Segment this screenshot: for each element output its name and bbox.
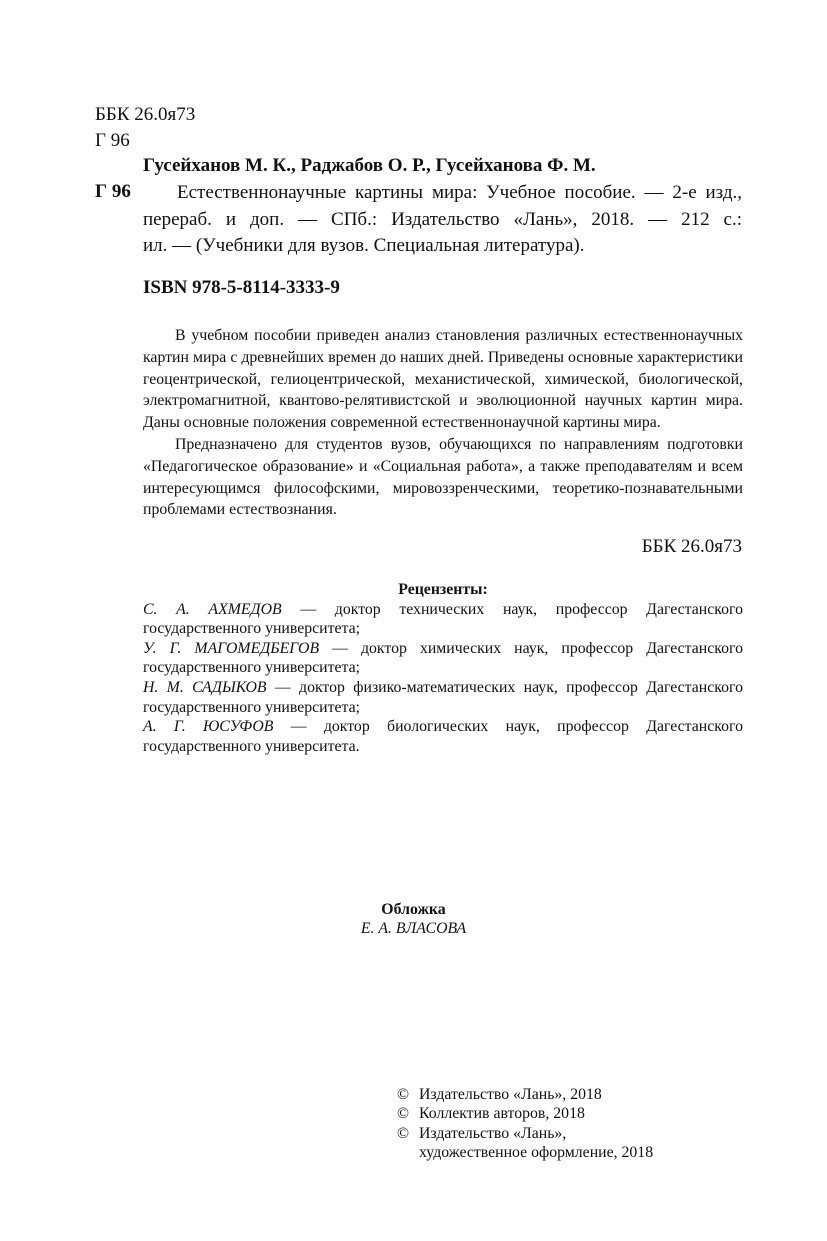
- copyright-icon: ©: [397, 1124, 410, 1142]
- copyright-row: [397, 1124, 653, 1143]
- reviewer-details: — доктор биологических наук, профессор Дагестанского государственного университета.: [143, 718, 743, 755]
- cover-label: Обложка: [381, 901, 446, 918]
- copyright-text: Коллектив авторов, 2018: [419, 1105, 585, 1123]
- cover-designer: Е. А. ВЛАСОВА: [360, 920, 467, 937]
- reviewer-name: У. Г. МАГОМЕДБЕГОВ: [143, 639, 320, 657]
- biblio-line-1: Естественнонаучные картины мира: Учебное пособие. — 2-е изд.,: [177, 182, 742, 203]
- reviewer-item: [143, 639, 743, 678]
- bibliographic-description: [143, 180, 742, 260]
- reviewer-details: — доктор химических наук, профессор Дагестанского государственного университета;: [143, 639, 743, 677]
- author-sign-bold: Г 96: [95, 181, 131, 202]
- copyright-text-continued: художественное оформление, 2018: [419, 1144, 654, 1162]
- reviewer-item: [143, 678, 743, 717]
- cover-credit: [0, 900, 827, 938]
- annotation-paragraph-2: Предназначено для студентов вузов, обучающихся по направлениям подготовки «Педагогическое образование» и «Социальная работа», а также преподавателям и всем интересующимся философскими, мировоззренческими, теоретико-познавательными проблемами естествознания.: [143, 435, 743, 519]
- copyright-row: [397, 1085, 653, 1104]
- reviewer-item: [143, 600, 743, 639]
- reviewers-block: [143, 580, 743, 756]
- reviewer-details: — доктор технических наук, профессор Дагестанского государственного университета;: [143, 600, 743, 638]
- reviewer-details: — доктор физико-математических наук, профессор Дагестанского государственного университета;: [143, 678, 743, 716]
- reviewer-name: Н. М. САДЫКОВ: [143, 678, 267, 696]
- bbk-index: ББК 26.0я73: [95, 104, 196, 125]
- annotation-paragraph-1: В учебном пособии приведен анализ становления различных естественнонаучных картин мира с древнейших времен до наших дней. Приведены основные характеристики геоцентрической, гелиоцентрической, механистической, химической, биологической, электромагнитной, квантово-релятивистской и эволюционной научных картин мира. Даны основные положения современной естественнонаучной картины мира.: [143, 327, 743, 432]
- author-sign: Г 96: [95, 130, 130, 151]
- biblio-line-2: перераб. и доп. — СПб.: Издательство «Лань», 2018. — 212 с.:: [143, 208, 742, 230]
- reviewer-name: А. Г. ЮСУФОВ: [143, 718, 274, 736]
- authors-heading: Гусейханов М. К., Раджабов О. Р., Гусейханова Ф. М.: [143, 155, 596, 176]
- annotation: [143, 325, 743, 521]
- reviewer-item: [143, 717, 743, 756]
- copyright-icon: ©: [397, 1105, 410, 1123]
- biblio-line-3: ил. — (Учебники для вузов. Специальная литература).: [143, 235, 585, 256]
- reviewer-name: С. А. АХМЕДОВ: [143, 600, 282, 618]
- reviewers-title: Рецензенты:: [398, 581, 488, 598]
- isbn: ISBN 978-5-8114-3333-9: [143, 277, 340, 298]
- bbk-index-right: ББК 26.0я73: [641, 536, 742, 557]
- copyright-text: Издательство «Лань», 2018: [419, 1086, 602, 1103]
- copyright-block: [397, 1085, 653, 1163]
- copyright-text: Издательство «Лань»,: [419, 1124, 567, 1142]
- copyright-row: [397, 1104, 653, 1123]
- copyright-icon: ©: [397, 1086, 410, 1103]
